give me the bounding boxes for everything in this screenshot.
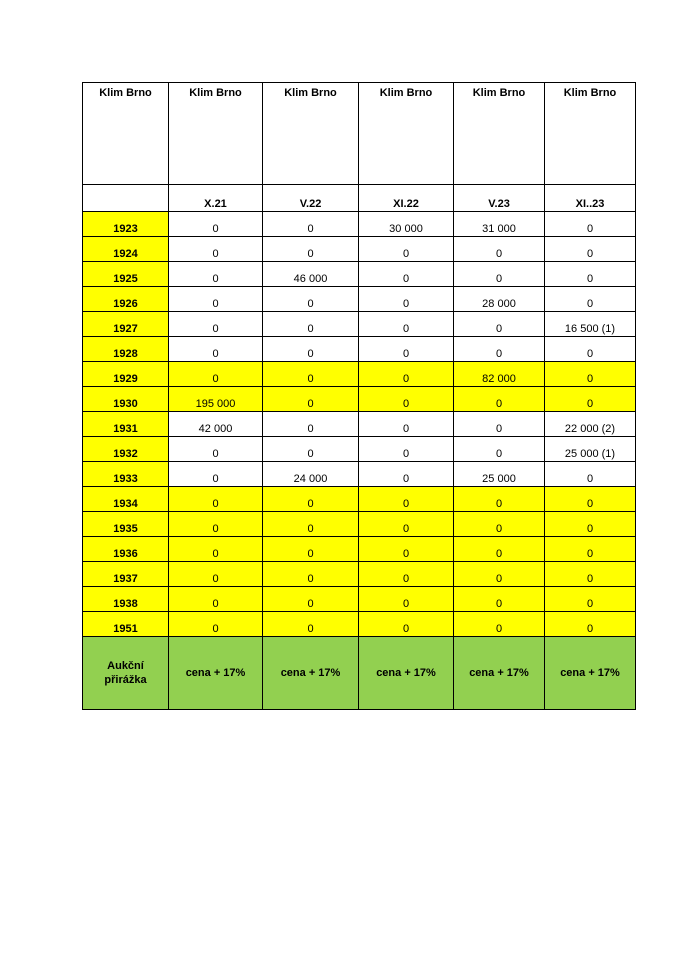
- value-cell: 0: [169, 562, 263, 587]
- value-cell: 0: [169, 537, 263, 562]
- value-cell: 0: [454, 437, 545, 462]
- value-cell: 0: [359, 462, 454, 487]
- value-cell: 0: [263, 212, 359, 237]
- table-row: [83, 287, 636, 312]
- value-cell: 0: [454, 487, 545, 512]
- auction-fee-cell: cena + 17%: [545, 637, 636, 710]
- table-row: [83, 437, 636, 462]
- auction-fee-row: [83, 637, 636, 710]
- table-row: [83, 562, 636, 587]
- value-cell: 0: [545, 587, 636, 612]
- table-row: [83, 312, 636, 337]
- value-cell: 0: [454, 562, 545, 587]
- value-cell: 0: [359, 287, 454, 312]
- value-cell: 0: [545, 387, 636, 412]
- value-cell: 0: [263, 287, 359, 312]
- value-cell: 0: [454, 312, 545, 337]
- value-cell: 0: [359, 587, 454, 612]
- value-cell: 0: [454, 387, 545, 412]
- column-date: X.21: [169, 185, 263, 212]
- date-row: [83, 185, 636, 212]
- value-cell: 0: [263, 387, 359, 412]
- value-cell: 0: [545, 337, 636, 362]
- column-header: Klim Brno: [263, 83, 359, 185]
- value-cell: 0: [545, 612, 636, 637]
- value-cell: 0: [359, 237, 454, 262]
- year-cell: 1927: [83, 312, 169, 337]
- year-cell: 1937: [83, 562, 169, 587]
- table-row: [83, 612, 636, 637]
- auction-fee-cell: cena + 17%: [169, 637, 263, 710]
- auction-fee-cell: cena + 17%: [454, 637, 545, 710]
- value-cell: 0: [263, 412, 359, 437]
- value-cell: 0: [169, 337, 263, 362]
- year-cell: 1929: [83, 362, 169, 387]
- table-row: [83, 337, 636, 362]
- value-cell: 28 000: [454, 287, 545, 312]
- value-cell: 0: [359, 412, 454, 437]
- year-cell: 1932: [83, 437, 169, 462]
- year-cell: 1934: [83, 487, 169, 512]
- value-cell: 0: [359, 612, 454, 637]
- value-cell: 46 000: [263, 262, 359, 287]
- auction-fee-cell: cena + 17%: [263, 637, 359, 710]
- value-cell: 0: [454, 412, 545, 437]
- column-date: V.23: [454, 185, 545, 212]
- value-cell: 0: [359, 337, 454, 362]
- value-cell: 0: [454, 337, 545, 362]
- column-header: Klim Brno: [359, 83, 454, 185]
- table-row: [83, 262, 636, 287]
- value-cell: 0: [359, 487, 454, 512]
- year-cell: 1951: [83, 612, 169, 637]
- table-row: [83, 237, 636, 262]
- corner-header: Klim Brno: [83, 83, 169, 185]
- value-cell: 0: [169, 437, 263, 462]
- year-cell: 1924: [83, 237, 169, 262]
- value-cell: 0: [169, 587, 263, 612]
- value-cell: 0: [359, 512, 454, 537]
- value-cell: 0: [454, 512, 545, 537]
- value-cell: 0: [169, 237, 263, 262]
- value-cell: 0: [263, 337, 359, 362]
- value-cell: 24 000: [263, 462, 359, 487]
- value-cell: 0: [454, 612, 545, 637]
- value-cell: 0: [545, 562, 636, 587]
- value-cell: 0: [454, 262, 545, 287]
- year-cell: 1930: [83, 387, 169, 412]
- column-date: XI..23: [545, 185, 636, 212]
- auction-fee-label-line1: Aukční: [107, 660, 144, 672]
- column-header: Klim Brno: [169, 83, 263, 185]
- column-header: Klim Brno: [454, 83, 545, 185]
- value-cell: 0: [359, 537, 454, 562]
- year-cell: 1935: [83, 512, 169, 537]
- value-cell: 0: [263, 312, 359, 337]
- auction-fee-cell: cena + 17%: [359, 637, 454, 710]
- value-cell: 0: [169, 312, 263, 337]
- value-cell: 16 500 (1): [545, 312, 636, 337]
- value-cell: 0: [263, 537, 359, 562]
- value-cell: 0: [545, 362, 636, 387]
- value-cell: 82 000: [454, 362, 545, 387]
- value-cell: 0: [169, 512, 263, 537]
- year-cell: 1925: [83, 262, 169, 287]
- value-cell: 0: [545, 512, 636, 537]
- column-date: XI.22: [359, 185, 454, 212]
- table-row: [83, 212, 636, 237]
- value-cell: 0: [169, 612, 263, 637]
- value-cell: 0: [263, 587, 359, 612]
- value-cell: 0: [545, 262, 636, 287]
- auction-fee-label-line2: přirážka: [104, 674, 147, 686]
- table-row: [83, 462, 636, 487]
- value-cell: 0: [545, 237, 636, 262]
- value-cell: 0: [545, 212, 636, 237]
- year-cell: 1938: [83, 587, 169, 612]
- value-cell: 0: [359, 362, 454, 387]
- value-cell: 0: [545, 487, 636, 512]
- value-cell: 0: [545, 537, 636, 562]
- table-row: [83, 362, 636, 387]
- table-row: [83, 587, 636, 612]
- value-cell: 0: [169, 362, 263, 387]
- value-cell: 0: [454, 237, 545, 262]
- value-cell: 0: [169, 287, 263, 312]
- value-cell: 0: [169, 487, 263, 512]
- year-cell: 1931: [83, 412, 169, 437]
- value-cell: 0: [263, 512, 359, 537]
- value-cell: 0: [169, 262, 263, 287]
- value-cell: 0: [359, 562, 454, 587]
- table-row: [83, 412, 636, 437]
- value-cell: 31 000: [454, 212, 545, 237]
- table-row: [83, 487, 636, 512]
- value-cell: 195 000: [169, 387, 263, 412]
- price-table: [82, 82, 636, 710]
- column-date: V.22: [263, 185, 359, 212]
- value-cell: 0: [545, 462, 636, 487]
- value-cell: 0: [359, 387, 454, 412]
- table-row: [83, 512, 636, 537]
- title-row: [83, 83, 636, 185]
- value-cell: 22 000 (2): [545, 412, 636, 437]
- date-corner-cell: [83, 185, 169, 212]
- table-row: [83, 387, 636, 412]
- auction-fee-label: [83, 637, 169, 710]
- value-cell: 0: [263, 362, 359, 387]
- value-cell: 0: [454, 537, 545, 562]
- value-cell: 0: [263, 562, 359, 587]
- value-cell: 0: [263, 612, 359, 637]
- year-cell: 1936: [83, 537, 169, 562]
- value-cell: 0: [359, 262, 454, 287]
- value-cell: 0: [263, 437, 359, 462]
- year-cell: 1923: [83, 212, 169, 237]
- value-cell: 0: [359, 437, 454, 462]
- year-cell: 1928: [83, 337, 169, 362]
- value-cell: 25 000: [454, 462, 545, 487]
- value-cell: 30 000: [359, 212, 454, 237]
- value-cell: 25 000 (1): [545, 437, 636, 462]
- value-cell: 0: [169, 462, 263, 487]
- table-row: [83, 537, 636, 562]
- column-header: Klim Brno: [545, 83, 636, 185]
- value-cell: 0: [169, 212, 263, 237]
- value-cell: 0: [454, 587, 545, 612]
- value-cell: 0: [545, 287, 636, 312]
- year-cell: 1933: [83, 462, 169, 487]
- value-cell: 0: [359, 312, 454, 337]
- value-cell: 0: [263, 237, 359, 262]
- year-cell: 1926: [83, 287, 169, 312]
- value-cell: 0: [263, 487, 359, 512]
- value-cell: 42 000: [169, 412, 263, 437]
